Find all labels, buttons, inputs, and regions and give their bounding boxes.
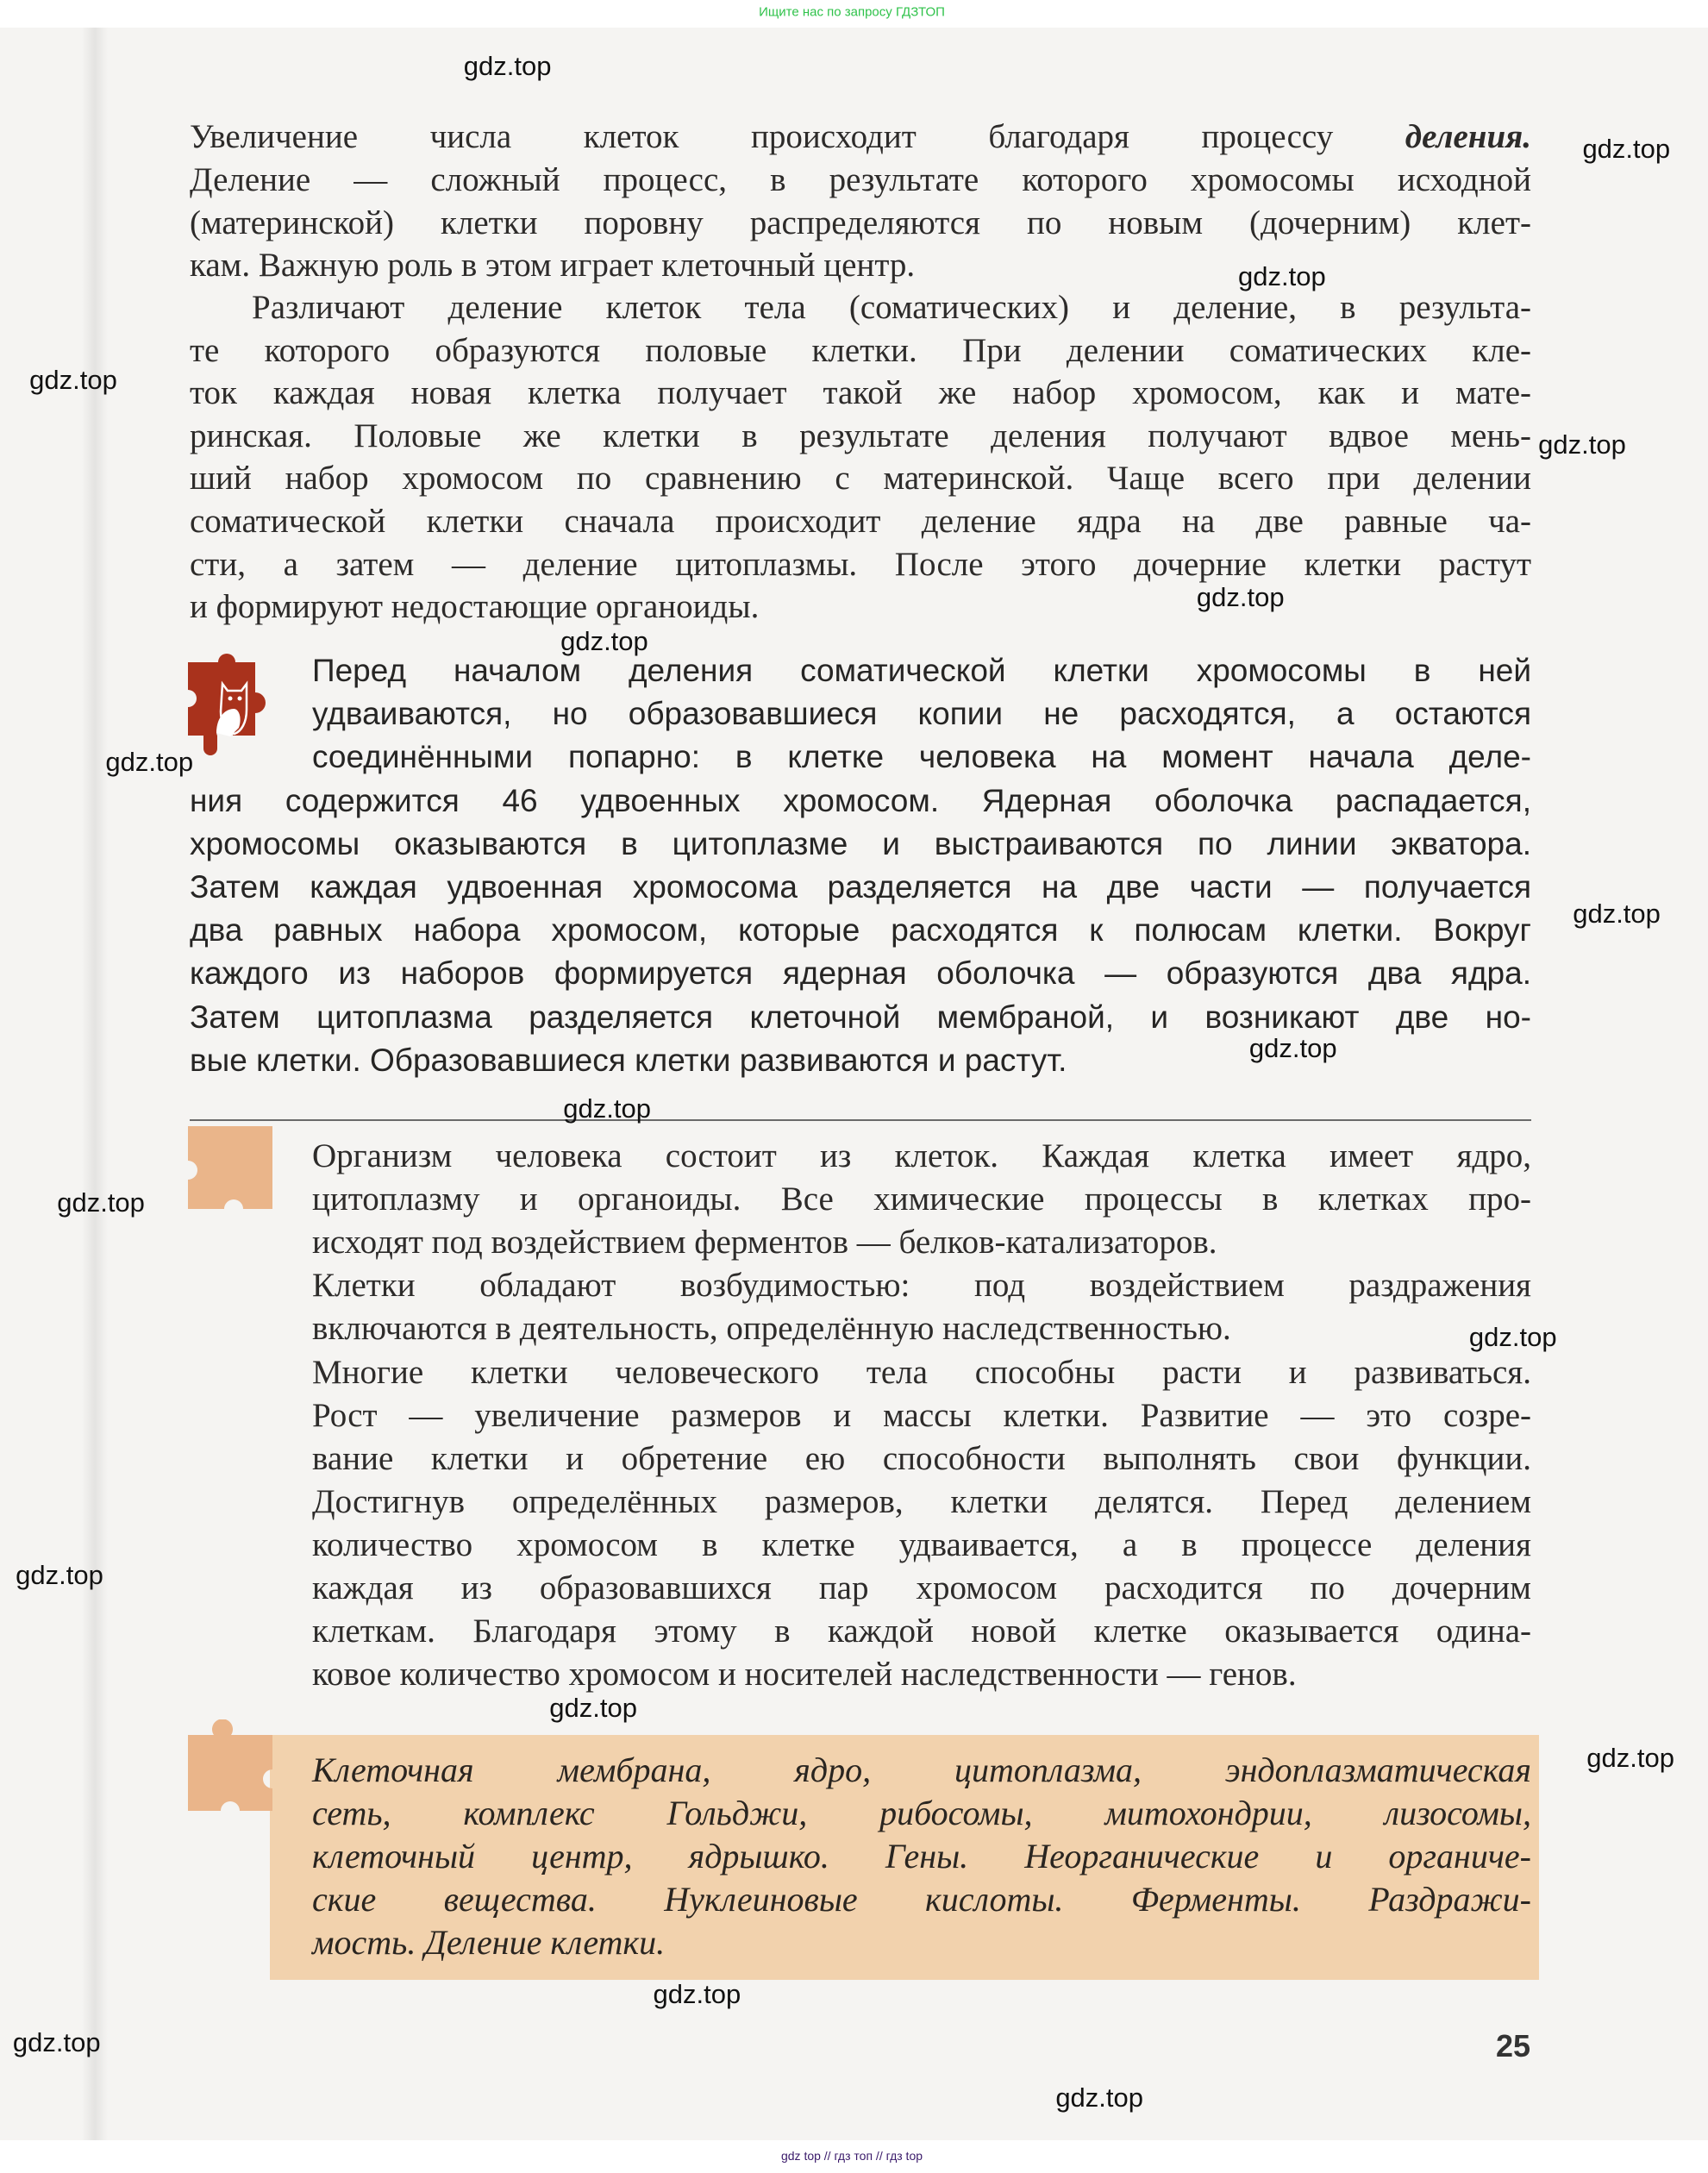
page-number: 25	[1496, 2028, 1531, 2063]
eb-line: удваиваются, но образовавшиеся копии не расходятся, а остаются	[312, 696, 1531, 732]
kb-line: клеточный центр, ядрышко. Гены. Неорганические и органиче-	[312, 1837, 1531, 1876]
section-divider	[190, 1119, 1531, 1121]
p2-line: соматической клетки сначала происходит деление ядра на две равные ча-	[190, 503, 1531, 540]
owl-puzzle-icon	[188, 654, 287, 757]
watermark: gdz.top	[29, 365, 117, 396]
puzzle-icon	[188, 1126, 272, 1209]
sb-line: исходят под воздействием ферментов — белков-катализаторов.	[312, 1224, 1217, 1262]
watermark: gdz.top	[463, 50, 552, 81]
sb-line: Достигнув определённых размеров, клетки делятся. Перед делением	[312, 1482, 1531, 1520]
sb-line: количество хромосом в клетке удваивается, а в процессе деления	[312, 1525, 1531, 1563]
sb-line: клеткам. Благодаря этому в каждой новой клетке оказывается одина-	[312, 1613, 1531, 1650]
watermark: gdz.top	[1248, 1032, 1337, 1063]
sb-line: включаются в деятельность, определённую наследственностью.	[312, 1310, 1231, 1348]
watermark: gdz.top	[1586, 1742, 1674, 1773]
kb-line: мость. Деление клетки.	[312, 1923, 666, 1963]
kb-line: ские вещества. Нуклеиновые кислоты. Ферменты. Раздражи-	[312, 1880, 1531, 1919]
eb-line: соединёнными попарно: в клетке человека на момент начала деле-	[312, 739, 1531, 775]
sb-line: Многие клетки человеческого тела способны расти и развиваться.	[312, 1353, 1531, 1391]
page-gutter-shadow	[82, 28, 108, 2140]
watermark: gdz.top	[560, 626, 648, 657]
eb-line: два равных набора хромосом, которые расходятся к полюсам клетки. Вокруг	[190, 912, 1531, 949]
watermark: gdz.top	[1538, 429, 1626, 460]
watermark: gdz.top	[1196, 581, 1285, 612]
paragraph1-line	[190, 116, 1531, 159]
p1-line: Деление — сложный процесс, в результате которого хромосомы исходной	[190, 161, 1531, 198]
watermark: gdz.top	[653, 1978, 741, 2009]
eb-line: ния содержится 46 удвоенных хромосом. Ядерная оболочка распадается,	[190, 782, 1531, 818]
emphasis-term: деления.	[1405, 118, 1531, 155]
p2-line: ток каждая новая клетка получает такой же набор хромосом, как и мате-	[190, 374, 1531, 412]
sb-line: Клетки обладают возбудимостью: под воздействием раздражения	[312, 1267, 1531, 1305]
header-banner: Ищите нас по запросу ГДЗТОП	[759, 4, 945, 20]
watermark: gdz.top	[563, 1093, 651, 1124]
p2-line: сти, а затем — деление цитоплазмы. После этого дочерние клетки растут	[190, 545, 1531, 583]
p2-line: те которого образуются половые клетки. При делении соматических кле-	[190, 331, 1531, 369]
eb-line: каждого из наборов формируется ядерная оболочка — образуются два ядра.	[190, 955, 1531, 992]
eb-line: Затем цитоплазма разделяется клеточной мембраной, и возникают две но-	[190, 999, 1531, 1035]
puzzle-icon	[188, 1719, 272, 1821]
watermark: gdz.top	[1238, 260, 1326, 291]
sb-line: Организм человека состоит из клеток. Каждая клетка имеет ядро,	[312, 1137, 1531, 1174]
p2-line: и формируют недостающие органоиды.	[190, 588, 760, 626]
sb-line: цитоплазму и органоиды. Все химические процессы в клетках про-	[312, 1180, 1531, 1218]
watermark: gdz.top	[57, 1187, 145, 1218]
p2-line: Различают деление клеток тела (соматических) и деление, в результа-	[252, 289, 1531, 326]
eb-line: Затем каждая удвоенная хромосома разделяется на две части — получается	[190, 869, 1531, 905]
p1-line: кам. Важную роль в этом играет клеточный центр.	[190, 247, 916, 285]
paragraph1-line1-text: Увеличение числа клеток происходит благодаря процессу	[190, 118, 1405, 155]
eb-line: хромосомы оказываются в цитоплазме и выстраиваются по линии экватора.	[190, 825, 1531, 861]
sb-line: Рост — увеличение размеров и массы клетки. Развитие — это созре-	[312, 1396, 1531, 1434]
p1-line: (материнской) клетки поровну распределяются по новым (дочерним) клет-	[190, 204, 1531, 241]
p2-line: ринская. Половые же клетки в результате деления получают вдвое мень-	[190, 416, 1531, 454]
sb-line: вание клетки и обретение ею способности выполнять свои функции.	[312, 1439, 1531, 1477]
kb-line: Клеточная мембрана, ядро, цитоплазма, эндоплазматическая	[312, 1750, 1531, 1789]
p2-line: ший набор хромосом по сравнению с материнской. Чаще всего при делении	[190, 460, 1531, 498]
watermark: gdz.top	[1573, 899, 1661, 930]
watermark: gdz.top	[1055, 2082, 1144, 2114]
sb-line: ковое количество хромосом и носителей наследственности — генов.	[312, 1656, 1297, 1694]
watermark: gdz.top	[12, 2027, 101, 2058]
watermark: gdz.top	[549, 1692, 637, 1723]
kb-line: сеть, комплекс Гольджи, рибосомы, митохондрии, лизосомы,	[312, 1794, 1531, 1833]
sb-line: каждая из образовавшихся пар хромосом расходится по дочерним	[312, 1569, 1531, 1606]
eb-line: вые клетки. Образовавшиеся клетки развиваются и растут.	[190, 1042, 1067, 1078]
watermark: gdz.top	[105, 746, 194, 777]
watermark: gdz.top	[1582, 134, 1671, 165]
footer-banner: gdz top // гдз топ // гдз top	[780, 2149, 923, 2163]
watermark: gdz.top	[1468, 1322, 1557, 1353]
watermark: gdz.top	[16, 1559, 103, 1590]
eb-line: Перед началом деления соматической клетки хромосомы в ней	[312, 653, 1531, 688]
